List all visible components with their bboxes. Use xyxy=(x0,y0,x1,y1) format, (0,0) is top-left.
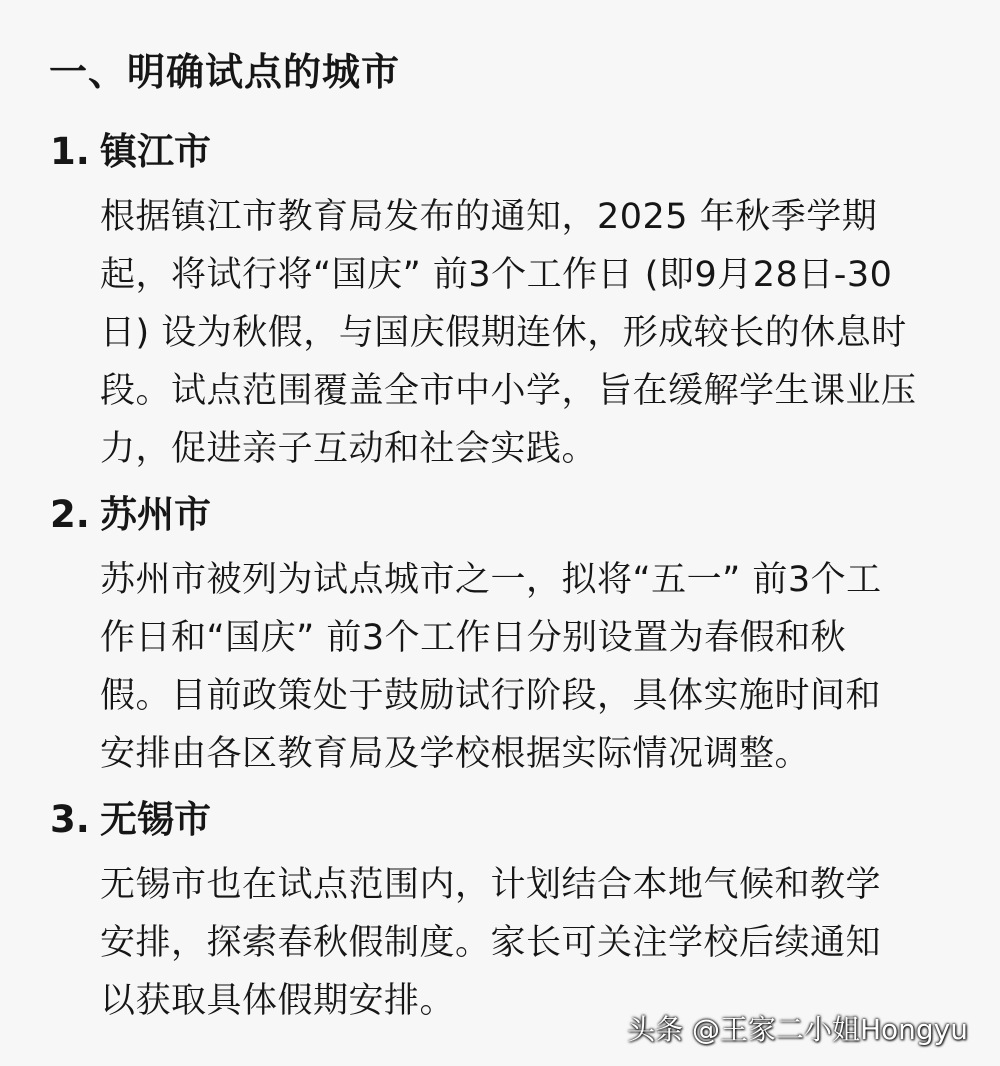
body-line: 苏州市被列为试点城市之一，拟将“五一” 前3个工 xyxy=(100,560,882,600)
body-line: 以获取具体假期安排。 xyxy=(100,981,456,1021)
body-line: 日) 设为秋假，与国庆假期连休，形成较长的休息时 xyxy=(100,313,907,353)
body-line: 力，促进亲子互动和社会实践。 xyxy=(100,429,598,469)
item-body xyxy=(50,188,970,478)
item-body xyxy=(50,856,970,1030)
watermark: 头条 @王家二小姐Hongyu xyxy=(627,1013,968,1046)
item-heading xyxy=(50,128,970,176)
item-number: 3. xyxy=(50,798,90,841)
body-line: 根据镇江市教育局发布的通知，2025 年秋季学期 xyxy=(100,197,878,237)
item-body xyxy=(50,551,970,783)
list-item-zhenjiang xyxy=(50,128,970,478)
list-item-wuxi xyxy=(50,796,970,1030)
item-number: 1. xyxy=(50,130,90,173)
item-city: 镇江市 xyxy=(100,130,211,173)
body-line: 作日和“国庆” 前3个工作日分别设置为春假和秋 xyxy=(100,618,847,658)
body-line: 安排由各区教育局及学校根据实际情况调整。 xyxy=(100,734,811,774)
item-heading xyxy=(50,491,970,539)
body-line: 假。目前政策处于鼓励试行阶段，具体实施时间和 xyxy=(100,676,882,716)
item-city: 无锡市 xyxy=(100,798,211,841)
body-line: 安排，探索春秋假制度。家长可关注学校后续通知 xyxy=(100,923,882,963)
item-heading xyxy=(50,796,970,844)
body-line: 起，将试行将“国庆” 前3个工作日 (即9月28日-30 xyxy=(100,255,893,295)
section-title: 一、明确试点的城市 xyxy=(49,50,401,94)
list-item-suzhou xyxy=(50,491,970,783)
item-city: 苏州市 xyxy=(100,493,211,536)
item-number: 2. xyxy=(50,493,90,536)
body-line: 无锡市也在试点范围内，计划结合本地气候和教学 xyxy=(100,865,882,905)
body-line: 段。试点范围覆盖全市中小学，旨在缓解学生课业压 xyxy=(100,371,917,411)
